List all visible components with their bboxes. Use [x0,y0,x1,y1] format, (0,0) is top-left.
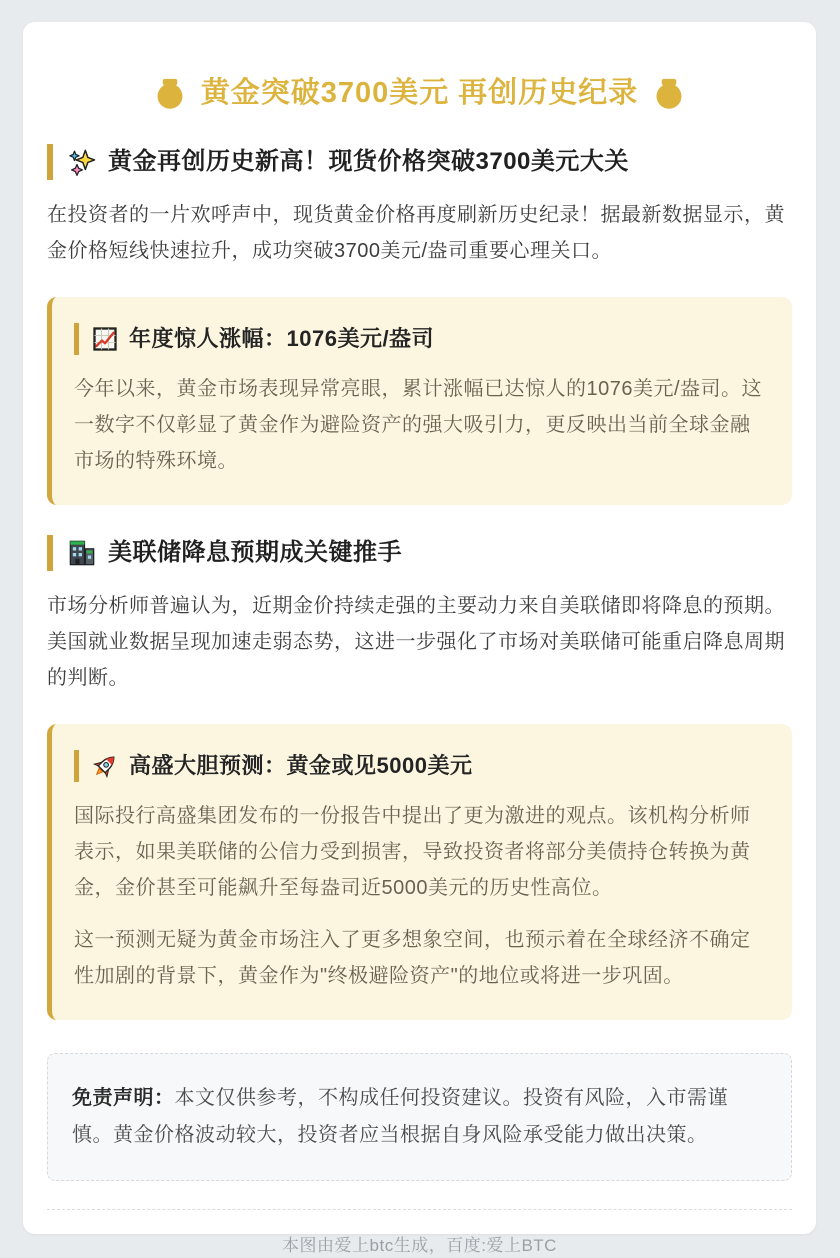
footer-text: 本图由爱上btc生成，百度:爱上BTC [282,1236,557,1255]
sparkles-icon [67,147,97,177]
disclaimer-box [47,1053,792,1181]
highlight-heading-text: 高盛大胆预测：黄金或见5000美元 [129,753,473,778]
page-title-text: 黄金突破3700美元 再创历史纪录 [200,77,639,109]
article-card [23,22,816,1255]
highlight-box-goldman-forecast [47,724,792,1020]
office-building-icon [67,538,97,568]
highlight-paragraph: 国际投行高盛集团发布的一份报告中提出了更为激进的观点。该机构分析师表示，如果美联储的公信力受到损害，导致投资者将部分美债持仓转换为黄金，金价甚至可能飙升至每盎司近5000美元的历史性高位。 [74,805,751,899]
footer [47,1209,792,1256]
highlight-paragraph: 这一预测无疑为黄金市场注入了更多想象空间，也预示着在全球经济不确定性加剧的背景下，黄金作为"终极避险资产"的地位或将进一步巩固。 [74,929,751,987]
highlight-heading-text: 年度惊人涨幅：1076美元/盎司 [129,326,435,351]
section-heading-fed [47,535,792,571]
money-bag-icon [153,76,187,110]
section-heading-text: 黄金再创历史新高！现货价格突破3700美元大关 [108,148,629,175]
highlight-box-annual-gain [47,297,792,505]
section-heading-new-high [47,144,792,180]
section-paragraph: 市场分析师普遍认为，近期金价持续走强的主要动力来自美联储即将降息的预期。美国就业数据呈现加速走弱态势，这进一步强化了市场对美联储可能重启降息周期的判断。 [47,595,785,689]
chart-increasing-icon [91,325,119,353]
highlight-heading [74,750,768,782]
disclaimer-label: 免责声明： [72,1087,175,1109]
page-title [47,72,792,114]
highlight-paragraph: 今年以来，黄金市场表现异常亮眼，累计涨幅已达惊人的1076美元/盎司。这一数字不仅彰显了黄金作为避险资产的强大吸引力，更反映出当前全球金融市场的特殊环境。 [74,378,763,472]
section-heading-text: 美联储降息预期成关键推手 [108,539,402,566]
disclaimer-text: 本文仅供参考，不构成任何投资建议。投资有风险，入市需谨慎。黄金价格波动较大，投资者应当根据自身风险承受能力做出决策。 [72,1087,728,1146]
rocket-icon [91,752,119,780]
money-bag-icon [652,76,686,110]
highlight-heading [74,323,768,355]
section-paragraph: 在投资者的一片欢呼声中，现货黄金价格再度刷新历史纪录！据最新数据显示，黄金价格短线快速拉升，成功突破3700美元/盎司重要心理关口。 [47,204,785,262]
